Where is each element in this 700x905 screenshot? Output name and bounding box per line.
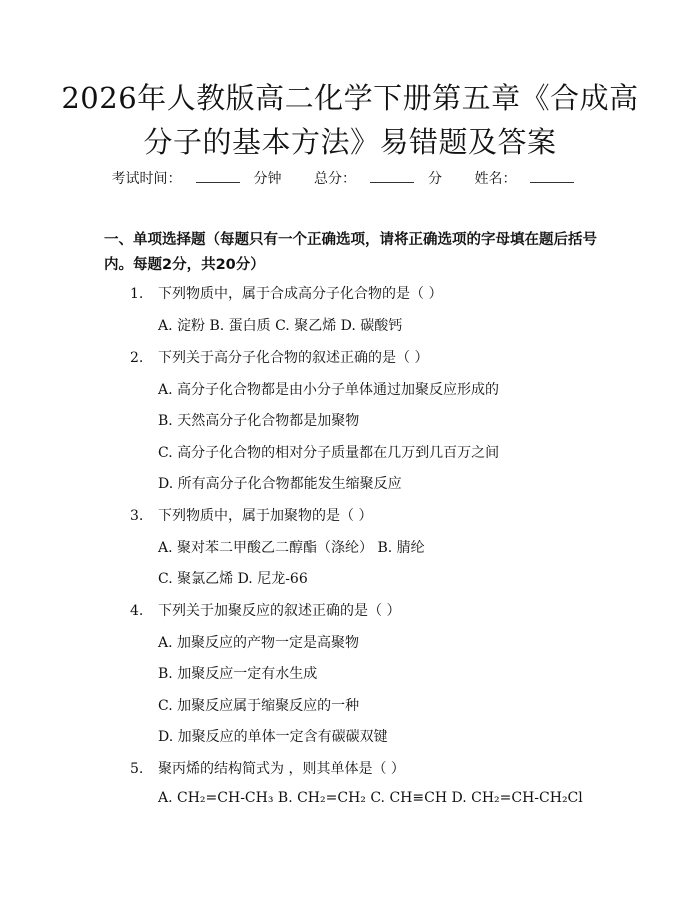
question-number: 4. bbox=[130, 603, 144, 619]
question-5-options: A. CH₂=CH-CH₃ B. CH₂=CH₂ C. CH≡CH D. CH₂=CH-CH₂Cl bbox=[158, 790, 583, 806]
option-d: D. 所有高分子化合物都能发生缩聚反应 bbox=[158, 476, 402, 492]
name-label: 姓名： bbox=[474, 171, 517, 187]
question-number: 3. bbox=[130, 508, 144, 524]
page-title-line-1: 2026年人教版高二化学下册第五章《合成高 bbox=[61, 81, 639, 115]
time-field bbox=[112, 168, 282, 188]
question-stem: 聚丙烯的结构简式为 ，则其单体是（ ） bbox=[158, 761, 405, 777]
question-stem: 下列物质中，属于合成高分子化合物的是（ ） bbox=[158, 286, 443, 302]
score-field bbox=[314, 168, 442, 188]
option-a: A. 高分子化合物都是由小分子单体通过加聚反应形成的 bbox=[158, 382, 500, 398]
question-1-options: A. 淀粉 B. 蛋白质 C. 聚乙烯 D. 碳酸钙 bbox=[158, 318, 403, 334]
question-5 bbox=[130, 758, 405, 778]
question-3 bbox=[130, 505, 372, 525]
score-blank bbox=[370, 170, 414, 183]
section-heading: 一、单项选择题（每题只有一个正确选项，请将正确选项的字母填在题后括号内。每题2分，共20分） bbox=[104, 232, 597, 273]
option-c-d: C. 聚氯乙烯 D. 尼龙-66 bbox=[158, 571, 308, 587]
name-field bbox=[474, 168, 588, 188]
question-number: 5. bbox=[130, 761, 144, 777]
name-blank bbox=[530, 170, 574, 183]
option-c: C. 高分子化合物的相对分子质量都在几万到几百万之间 bbox=[158, 445, 500, 461]
score-unit: 分 bbox=[428, 171, 442, 187]
question-number: 2. bbox=[130, 350, 144, 366]
question-stem: 下列关于加聚反应的叙述正确的是（ ） bbox=[158, 603, 401, 619]
question-number: 1. bbox=[130, 286, 144, 302]
question-stem: 下列关于高分子化合物的叙述正确的是（ ） bbox=[158, 350, 429, 366]
question-1 bbox=[130, 283, 442, 303]
score-label: 总分： bbox=[314, 171, 356, 187]
option-d: D. 加聚反应的单体一定含有碳碳双键 bbox=[158, 729, 388, 745]
option-a-b: A. 聚对苯二甲酸乙二醇酯（涤纶） B. 腈纶 bbox=[158, 540, 425, 556]
time-blank bbox=[196, 170, 240, 183]
page-title-line-2: 分子的基本方法》易错题及答案 bbox=[143, 125, 557, 159]
question-4 bbox=[130, 600, 400, 620]
time-label: 考试时间： bbox=[111, 171, 182, 187]
time-unit: 分钟 bbox=[253, 171, 282, 187]
question-stem: 下列物质中，属于加聚物的是（ ） bbox=[158, 508, 373, 524]
question-2 bbox=[130, 347, 428, 367]
option-a: A. 加聚反应的产物一定是高聚物 bbox=[158, 635, 360, 651]
option-b: B. 天然高分子化合物都是加聚物 bbox=[158, 413, 360, 429]
option-b: B. 加聚反应一定有水生成 bbox=[158, 666, 318, 682]
option-c: C. 加聚反应属于缩聚反应的一种 bbox=[158, 698, 360, 714]
exam-meta bbox=[0, 168, 700, 188]
